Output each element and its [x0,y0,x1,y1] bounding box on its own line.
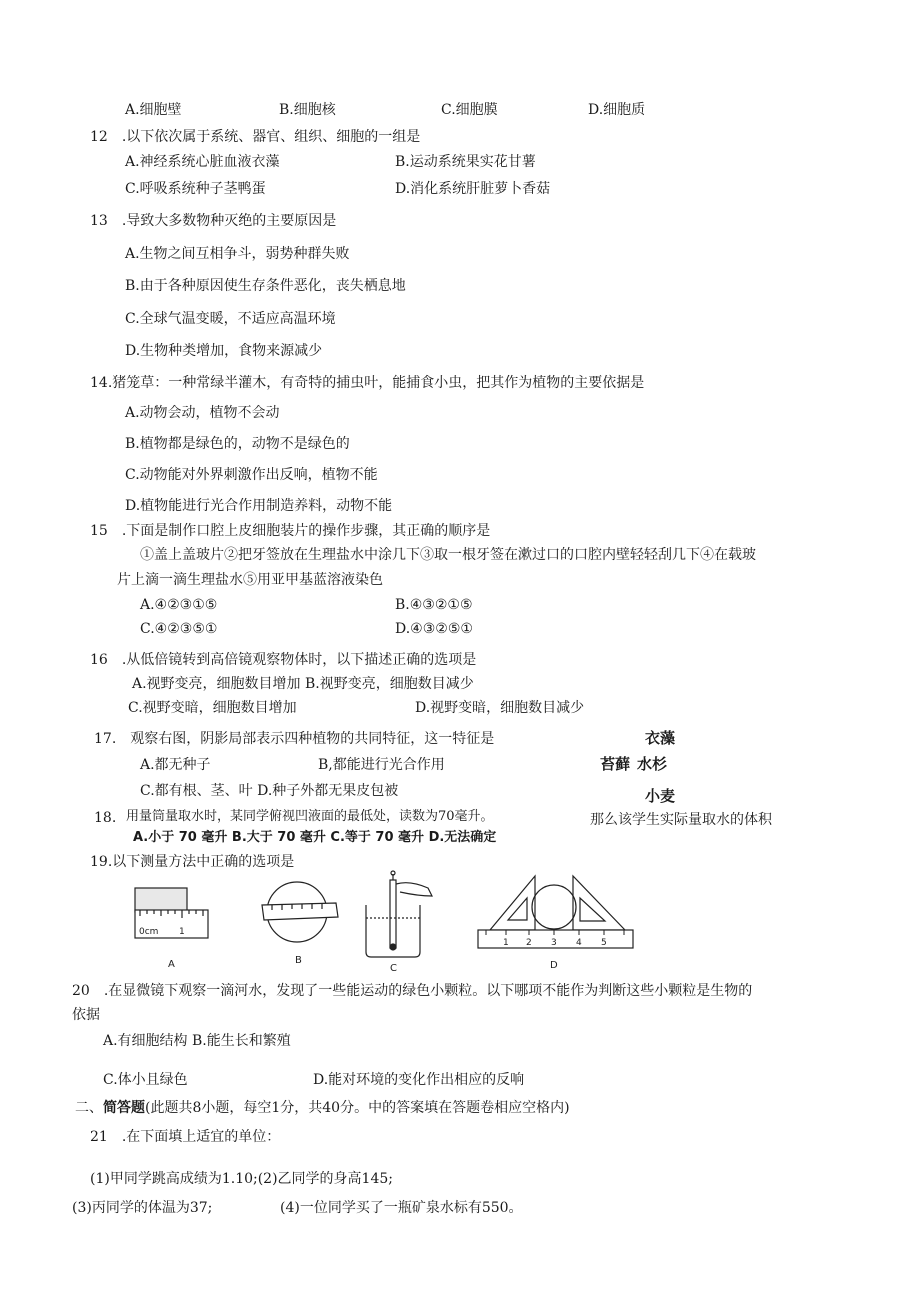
q15-option-b: B.④③②①⑤ [395,597,473,613]
q17-figure-taixian: 苔藓 [600,755,631,773]
q13-option-d: D.生物种类增加，食物来源减少 [125,343,323,359]
q11-option-b: B.细胞核 [279,102,336,118]
q14-option-a: A.动物会动，植物不会动 [125,405,280,421]
q15-steps-line2: 片上滴一滴生理盐水⑤用亚甲基蓝溶液染色 [117,572,383,588]
q17-option-a: A.都无种子 [140,757,211,773]
q17-figure-yizao: 衣藻 [645,729,676,747]
figure-c-label: C [390,963,397,974]
figure-a-zero-label: 0cm [139,927,159,937]
q21-line1: (1)甲同学跳高成绩为1.10;(2)乙同学的身高145; [90,1171,393,1187]
q12-stem: 12 .以下依次属于系统、器官、组织、细胞的一组是 [90,129,421,145]
figure-d-tick-1: 1 [503,938,509,948]
q20-option-c: C.体小且绿色 [103,1072,188,1088]
q13-stem: 13 .导致大多数物种灭绝的主要原因是 [90,213,337,229]
q11-option-d: D.细胞质 [588,102,646,118]
q17-figure-shuishan: 水杉 [637,755,668,773]
figure-d-tick-4: 4 [576,938,582,948]
figure-a-label: A [168,959,175,970]
q12-option-d: D.消化系统肝脏萝卜香菇 [395,181,551,197]
q14-option-d: D.植物能进行光合作用制造养料，动物不能 [125,498,393,514]
q21-stem: 21 .在下面填上适宜的单位： [90,1129,281,1145]
q20-stem-cont: 依据 [72,1007,100,1023]
q16-options-ab: A.视野变亮，细胞数目增加 B.视野变亮，细胞数目减少 [132,676,474,692]
q15-steps-line1: ①盖上盖玻片②把牙签放在生理盐水中涂几下③取一根牙签在漱过口的口腔内壁轻轻刮几下④在载玻 [140,547,756,563]
q15-option-d: D.④③②⑤① [395,621,473,637]
q13-option-c: C.全球气温变暖，不适应高温环境 [125,311,336,327]
q18-options: A.小于 70 毫升 B.大于 70 毫升 C.等于 70 毫升 D.无法确定 [133,830,497,845]
figure-b-label: B [295,955,302,966]
q17-options-cd: C.都有根、茎、叶 D.种子外都无果皮包被 [140,783,399,799]
q15-stem: 15 .下面是制作口腔上皮细胞装片的操作步骤，其正确的顺序是 [90,523,491,539]
q12-option-c: C.呼吸系统种子茎鸭蛋 [125,181,266,197]
q12-option-b: B.运动系统果实花甘薯 [395,154,536,170]
q16-option-d: D.视野变暗，细胞数目减少 [415,700,585,716]
q18-number: 18. [94,810,117,826]
q19-stem: 19.以下测量方法中正确的选项是 [90,854,295,870]
figure-d-tick-5: 5 [601,938,607,948]
q20-stem: 20 .在显微镜下观察一滴河水，发现了一些能运动的绿色小颗粒。以下哪项不能作为判断这些小颗粒是生物的 [72,983,753,999]
q21-item4: (4)一位同学买了一瓶矿泉水标有550。 [280,1200,523,1216]
section-2-heading [75,1099,570,1117]
q17-figure-xiaomai: 小麦 [645,787,676,805]
figure-c-thermometer-beaker [366,871,432,957]
q12-option-a: A.神经系统心脏血液衣藻 [125,154,280,170]
section-2-instructions: (此题共8小题，每空1分，共40分。中的答案填在答题卷相应空格内) [145,1100,570,1116]
q14-stem: 14.猪笼草：一种常绿半灌木，有奇特的捕虫叶，能捕食小虫，把其作为植物的主要依据是 [90,375,645,391]
q14-option-b: B.植物都是绿色的，动物不是绿色的 [125,436,350,452]
q15-option-a: A.④②③①⑤ [140,597,218,613]
q18-stem-tail: 那么该学生实际量取水的体积 [590,812,772,828]
figure-a-one-label: 1 [179,927,185,937]
figure-b-circle-ruler [262,882,338,942]
q11-option-c: C.细胞膜 [441,102,498,118]
figure-d-label: D [550,960,558,971]
figure-d-tick-2: 2 [526,938,532,948]
q11-option-a: A.细胞壁 [125,102,182,118]
q20-options-ab: A.有细胞结构 B.能生长和繁殖 [103,1033,291,1049]
q18-stem: 用量筒量取水时，某同学俯视凹液面的最低处，读数为70毫升。 [126,809,494,824]
q13-option-a: A.生物之间互相争斗，弱势种群失败 [125,246,350,262]
q21-item3: (3)丙同学的体温为37; [72,1200,213,1216]
q17-stem: 17. 观察右图，阴影局部表示四种植物的共同特征，这一特征是 [94,731,495,747]
q16-option-c: C.视野变暗，细胞数目增加 [128,700,297,716]
q13-option-b: B.由于各种原因使生存条件恶化，丧失栖息地 [125,278,406,294]
q16-stem: 16 .从低倍镜转到高倍镜观察物体时，以下描述正确的选项是 [90,652,477,668]
section-2-title: 简答题 [103,1100,145,1116]
figure-d-tick-3: 3 [551,938,557,948]
q17-option-b: B,都能进行光合作用 [318,757,445,773]
section-2-prefix: 二、 [75,1100,103,1116]
q20-option-d: D.能对环境的变化作出相应的反响 [313,1072,525,1088]
q15-option-c: C.④②③⑤① [140,621,218,637]
q14-option-c: C.动物能对外界刺激作出反响，植物不能 [125,467,378,483]
